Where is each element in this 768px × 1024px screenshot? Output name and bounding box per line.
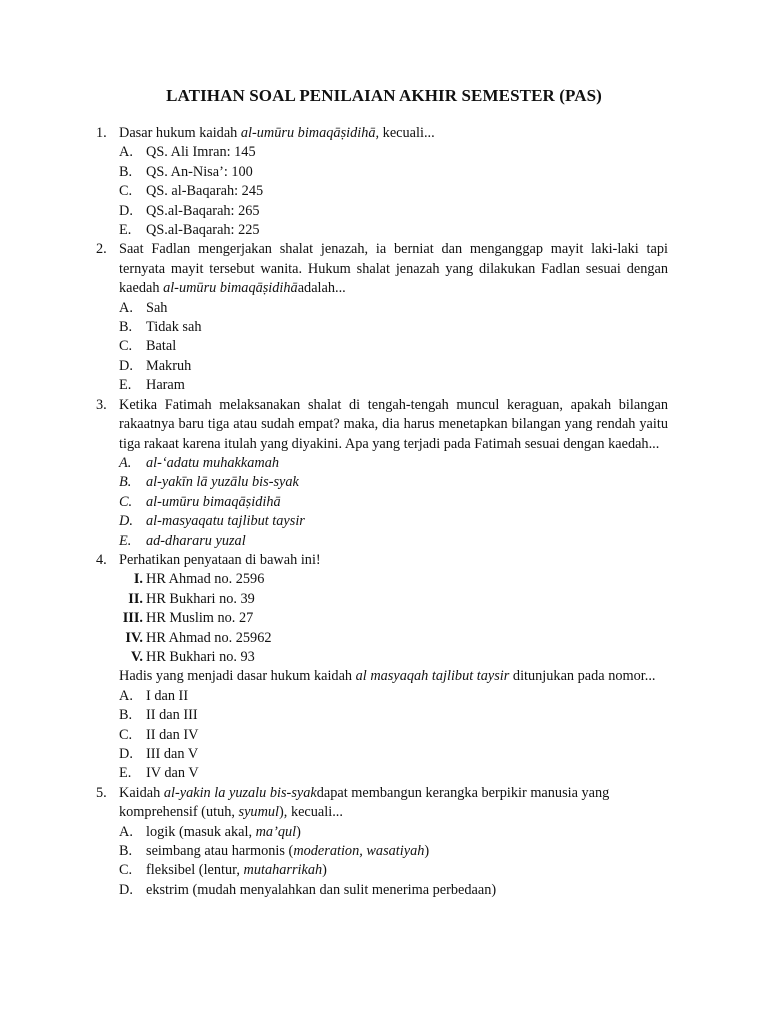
- question-5: [96, 784, 668, 900]
- statement-3: III. HR Muslim no. 27: [122, 610, 254, 627]
- option-a: A. Sah: [119, 299, 168, 316]
- option-e: E. QS.al-Baqarah: 225: [119, 222, 260, 239]
- statement-list: [119, 570, 668, 667]
- option-list: [119, 687, 668, 784]
- statement-1: I. HR Ahmad no. 2596: [133, 571, 265, 588]
- option-d: D. ekstrim (mudah menyalahkan dan sulit menerima perbedaan): [119, 881, 497, 898]
- option-b: B. seimbang atau harmonis (moderation, wasatiyah): [119, 843, 430, 860]
- question-4: [96, 551, 668, 784]
- question-number: 1.: [96, 125, 107, 141]
- option-a: A. QS. Ali Imran: 145: [119, 144, 256, 161]
- question-stem: Saat Fadlan mengerjakan shalat jenazah, ia berniat dan menganggap mayit laki-laki tapi ternyata mayit tersebut wanita. Hukum shalat jenazah yang dilakukan Fadlan sesuai dengan kaedah al-umūru bimaqāṣidihāadalah...: [119, 241, 668, 297]
- question-list: [96, 124, 668, 900]
- question-3: [96, 396, 668, 551]
- question-stem: Ketika Fatimah melaksanakan shalat di tengah-tengah muncul keraguan, apakah bilangan rakaatnya baru tiga atau sudah empat? maka, dia harus menetapkan bilangan yang rendah yaitu tiga rakaat karena itulah yang diyakini. Apa yang terjadi pada Fatimah sesuai dengan kaedah...: [119, 396, 668, 452]
- question-stem: Hadis yang menjadi dasar hukum kaidah al masyaqah tajlibut taysir ditunjukan pada nomor...: [119, 668, 656, 685]
- option-a: A. logik (masuk akal, ma’qul): [119, 823, 301, 840]
- option-c: C. II dan IV: [119, 726, 199, 743]
- option-c: C. fleksibel (lentur, mutaharrikah): [119, 862, 327, 879]
- question-intro: Perhatikan penyataan di bawah ini!: [119, 551, 321, 568]
- option-b: B. QS. An-Nisa’: 100: [119, 163, 253, 180]
- option-e: E. IV dan V: [119, 765, 199, 782]
- question-2: [96, 240, 668, 395]
- option-e: E. Haram: [119, 377, 185, 394]
- question-stem: Kaidah al-yakin la yuzalu bis-syakdapat membangun kerangka berpikir manusia yang komprehensif (utuh, syumul), kecuali...: [119, 784, 610, 821]
- statement-4: IV. HR Ahmad no. 25962: [125, 629, 272, 646]
- option-a: A. I dan II: [119, 687, 189, 704]
- option-c: C. Batal: [119, 338, 177, 355]
- option-d: D. QS.al-Baqarah: 265: [119, 202, 260, 219]
- statement-2: II. HR Bukhari no. 39: [128, 590, 255, 607]
- question-number: 2.: [96, 241, 107, 258]
- option-b: B. II dan III: [119, 707, 198, 724]
- option-d: D. al-masyaqatu tajlibut taysir: [119, 513, 305, 530]
- question-number: 3.: [96, 396, 107, 413]
- option-list: [119, 823, 668, 901]
- option-d: D. III dan V: [119, 746, 199, 762]
- option-list: [119, 454, 668, 551]
- statement-5: V. HR Bukhari no. 93: [130, 648, 255, 665]
- document-title: LATIHAN SOAL PENILAIAN AKHIR SEMESTER (PAS): [166, 86, 602, 105]
- option-b: B. al-yakīn lā yuzālu bis-syak: [119, 474, 299, 491]
- option-d: D. Makruh: [119, 357, 192, 374]
- option-a: A. al-‘adatu muhakkamah: [119, 454, 280, 471]
- option-b: B. Tidak sah: [119, 319, 202, 336]
- option-e: E. ad-dhararu yuzal: [119, 532, 246, 549]
- question-stem: Dasar hukum kaidah al-umūru bimaqāṣidihā, kecuali...: [119, 125, 435, 141]
- option-list: [119, 299, 668, 396]
- question-number: 5.: [96, 784, 107, 801]
- question-number: 4.: [96, 551, 107, 568]
- option-c: C. QS. al-Baqarah: 245: [119, 183, 264, 200]
- option-c: C. al-umūru bimaqāṣidihā: [119, 493, 281, 510]
- option-list: [119, 143, 668, 240]
- question-1: [96, 124, 668, 240]
